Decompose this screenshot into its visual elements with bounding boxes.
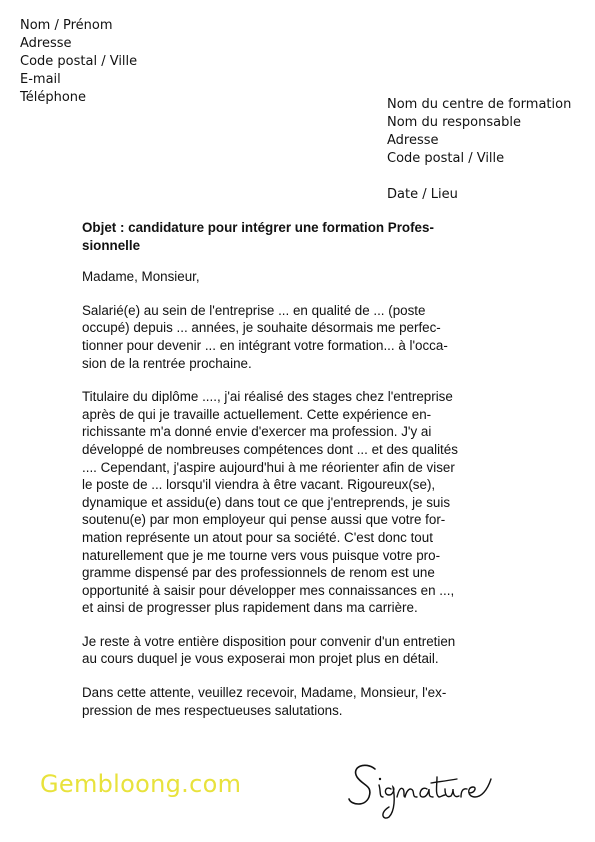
- paragraphs: [82, 302, 512, 719]
- paragraph-line: Je reste à votre entière disposition pour convenir d'un entretien: [82, 633, 456, 649]
- paragraph-line: occupé) depuis ... années, je souhaite désormais me perfec-: [82, 320, 441, 336]
- paragraph-line: Titulaire du diplôme ...., j'ai réalisé des stages chez l'entreprise: [82, 389, 453, 405]
- paragraph-line: pression de mes respectueuses salutations.: [82, 702, 343, 718]
- paragraph-line: sion de la rentrée prochaine.: [82, 355, 252, 371]
- sender-name: Nom / Prénom: [20, 18, 113, 33]
- paragraph-line: le poste de ... lorsqu'il viendra à être vacant. Rigoureux(se),: [82, 477, 436, 493]
- subject-line-text: sionnelle: [82, 237, 141, 253]
- paragraph-line: au cours duquel je vous exposerai mon projet plus en détail.: [82, 651, 439, 667]
- body-paragraph: [82, 684, 512, 719]
- sender-block: [20, 17, 137, 107]
- paragraph-line: et ainsi de progresser plus rapidement dans ma carrière.: [82, 600, 418, 616]
- paragraph-line: .... Cependant, j'aspire aujourd'hui à me réorienter afin de viser: [82, 459, 455, 475]
- paragraph-line: gramme dispensé par des professionnels de renom est une: [82, 565, 435, 581]
- paragraph-line: développé de nombreuses compétences dont ... et des qualités: [82, 441, 458, 457]
- recipient-center: Nom du centre de formation: [387, 97, 572, 112]
- letter-body: [82, 219, 512, 735]
- paragraph-line: dynamique et assidu(e) dans tout ce que j'entreprends, je suis: [82, 494, 451, 510]
- recipient-block: [387, 96, 571, 204]
- body-paragraph: [82, 302, 512, 372]
- paragraph-line: richissante m'a donné envie d'exercer ma profession. J'y ai: [82, 424, 432, 440]
- sender-address: Adresse: [20, 36, 72, 51]
- paragraph-line: soutenu(e) par mon employeur qui pense aussi que votre for-: [82, 512, 446, 528]
- paragraph-line: naturellement que je me tourne vers vous puisque votre pro-: [82, 547, 441, 563]
- body-paragraph: [82, 633, 512, 668]
- recipient-manager: Nom du responsable: [387, 115, 521, 130]
- paragraph-line: tionner pour devenir ... en intégrant votre formation... à l'occa-: [82, 337, 448, 353]
- subject-line-text: Objet : candidature pour intégrer une formation Profes-: [82, 220, 434, 235]
- recipient-postal-city: Code postal / Ville: [387, 151, 505, 166]
- paragraph-line: Salarié(e) au sein de l'entreprise ... en qualité de ... (poste: [82, 302, 426, 318]
- watermark: Gembloong.com: [40, 770, 242, 798]
- date-place: Date / Lieu: [387, 187, 458, 202]
- sender-phone: Téléphone: [20, 90, 87, 105]
- paragraph-line: après de qui je travaille actuellement. Cette expérience en-: [82, 406, 432, 422]
- paragraph-line: mation représente un atout pour sa société. C'est donc tout: [82, 529, 433, 545]
- sender-email: E-mail: [20, 72, 61, 87]
- salutation: Madame, Monsieur,: [82, 269, 200, 285]
- recipient-address: Adresse: [387, 133, 439, 148]
- paragraph-line: opportunité à saisir pour développer mes connaissances en ...,: [82, 582, 455, 598]
- subject-line: [82, 219, 512, 254]
- paragraph-line: Dans cette attente, veuillez recevoir, Madame, Monsieur, l'ex-: [82, 685, 447, 701]
- sender-postal-city: Code postal / Ville: [20, 54, 138, 69]
- signature-image: [345, 755, 500, 825]
- body-paragraph: [82, 388, 512, 617]
